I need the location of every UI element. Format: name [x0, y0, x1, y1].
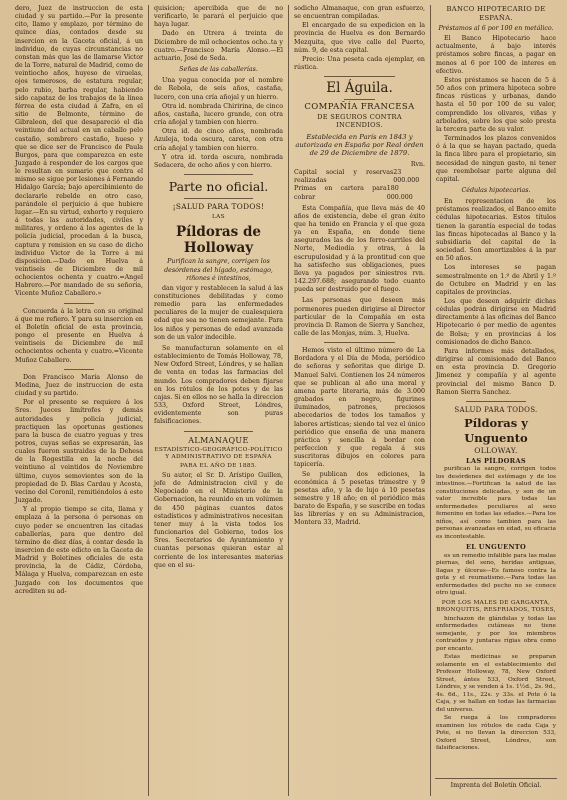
primas-label: Primas en cartera para cobrar — [294, 185, 387, 201]
divider — [64, 303, 94, 304]
paragraph: Su autor, el Sr. D. Arístipo Guillen, jefe de Administracion civil y de Negociado en el Ministerio de la Gobernacion, ha reunido en un volúmen de 450 páginas cuantos datos estadísticos y administrativos necesitan tener muy á la vista todos los funcionarios del Gobierno, todos los Sres. Secretarios de Ayuntamiento y cuantas personas quieran estar al corriente de los interesantes materias que en el su- — [154, 472, 283, 569]
ad-section-heading: LAS PÍLDORAS — [466, 457, 526, 466]
ad-subtitle: PARA EL AÑO DE 1885. — [179, 462, 258, 469]
paragraph: En representacion de los préstamos realizados, el Banco emite cédulas hipotecarias. Estos títulos tienen la garantía especial de todas las fincas hipotecadas al Banco y la subsidiaria del capital de la sociedad. Son amortizables á la par en 50 años. — [436, 198, 556, 263]
paragraph: Los que deseen adquirir dichas cédulas podrán dirigirse en Madrid directamente á las oficinas del Banco Hipotecario ó por medio de agentes de Bolsa; y en provincias á los comisionados de dicho Banco. — [436, 298, 556, 346]
paragraph: hinchazon de glándulas y todas las enfermedades cutáneas no tiene semejante, y por los miembros contraidos y juntaras rígias obra como por encanto. — [436, 615, 556, 652]
paragraph: Y otra id. torda oscura, nombrada Sedacera, de ocho años y con hierro. — [154, 153, 283, 169]
paragraph: Estos préstamos se hacen de 5 á 50 años con primera hipoteca sobre fincas rústicas y urbanas, dando hasta el 50 por 100 de su valor, comprendido los olivares, viñas y arbolados, sobre los que solo presta la tercera parte de su valor. — [436, 76, 556, 133]
imprint-block — [435, 775, 557, 790]
divider — [184, 174, 253, 175]
paragraph: Se manufacturan solamente en el establecimiento de Tomás Holloway, 78, New Oxford Street, Lóndres, y se hallan de venta en todas las farmacias del mundo. Los compradores deben fijarse en los rótulos de los potes y de las cajas. Si en ellos no se halla la direccion 533, Oxford Street, Lóndres, evidentemente son puras falsificaciones. — [154, 344, 283, 426]
paragraph: Estas medicinas se preparan solamente en el establecimiento del Profesor Holloway, 78, New Oxford Street, ántes 533, Oxford Street, Lóndres, y se venden á 1s. 1½d., 2s. 9d., 4s. 6d., 11s., 22s. y 33s. el Pote ó la Caja, y se hallan en todas las farmacias del universo. — [436, 654, 556, 713]
paragraph: Hemos visto el último número de La Bordadora y el Día de Moda, periódico de señoras y señoritas que dirige D. Manuel Salvi. Contienen los 24 números que se publican al año una moral y amena parte literaria, más de 3.000 grabados en negro, figurines iluminados, patrones, preciosos abecedarios de todos los tamaños y labores artísticas; siendo tal vez el único periódico que enseña de una manera práctica y sencilla á bordar con perfeccion y que regala á sus suscritoras dibujos en colores para tapicería. — [294, 347, 425, 469]
capital-label: Capital social y reservas realizadas — [294, 169, 394, 185]
primas-row — [294, 185, 425, 201]
ad-banner: SALUD PARA TODOS. — [454, 405, 538, 414]
paragraph: dan vigor y restablecen la salud á las constituciones debilitadas y como remedio para las enfermedades peculiares de la mujer de cualesquiera edad que sea no tienen semejante. Para los niños y personas de edad avanzada son de un valor indecible. — [154, 284, 283, 341]
imprint: Imprenta del Boletín Oficial. — [450, 781, 542, 789]
ad-subtitle: Préstamos al 6 por 100 en metálico. — [438, 25, 554, 32]
ad-subtitle: COMPAÑÍA FRANCESA — [304, 102, 415, 113]
column-4 — [430, 5, 561, 796]
paragraph: El Banco Hipotecario hace actualmente, á bajo interés préstamos sobre fincas, a pagar en menos al 6 por 100 de interes en efectivo. — [436, 35, 556, 75]
divider — [184, 431, 253, 432]
ad-banner: ¡SALUD PARA TODOS! — [172, 201, 265, 211]
divider — [324, 342, 395, 343]
paragraph: purifican la sangre, corrigen todos los desórdenes del estómago y de los intestinos.—Fortifican la salud de las constituciones delicadas, y son de un valor increible para todas las enfermedades peculiares al sexo femenino en todas las edades.—Para los niños, así como tambien para las personas avanzadas en edad, su eficacia es incontestable. — [436, 466, 556, 540]
paragraph: Se publican dos ediciones, la económica á 5 pesetas trimestre y 9 pesetas año, y la de lujo á 10 pesetas semestre y 18 año; en el periódico más barato de España, y se suscribe en todas las librerías y en su Administracion, Montera 33, Madrid. — [294, 470, 425, 527]
divider — [64, 369, 94, 370]
paragraph: Otra id. nombrada Chiririna, de cinco años, castaña, lucero grande, con otra cría añojal y tambien con hierro. — [154, 102, 283, 127]
primas-value: 180 000.000 — [386, 185, 413, 201]
ad-note: Establecida en París en 1843 y autorizada en España por Real órden de 29 de Diciembre de 1879. — [295, 132, 424, 158]
ad-title: Píldoras y Unguento — [464, 416, 528, 446]
ad-section-heading: POR LOS MALES DE GARGANTA, BRONQUITIS, RESFRIADOS, TOSES, — [436, 599, 556, 614]
ad-title-brand: OLLOWAY. — [474, 446, 518, 456]
capital-row — [294, 169, 425, 185]
ad-title: ALMANAQUE — [188, 435, 249, 445]
section-title: Parte no oficial. — [168, 178, 269, 194]
ad-section-heading: EL UNGUENTO — [465, 543, 527, 552]
ad-banner: BANCO HIPOTECARIO DE ESPAÑA. — [446, 5, 546, 22]
column-3 — [288, 5, 430, 796]
paragraph: Precio: Una peseta cada ejemplar, en rústica. — [294, 55, 425, 72]
capital-value: 23 000.000 — [393, 169, 420, 185]
paragraph: Una yegua conocida por el nombre de Rebola, de seis años, castaña, lucero, con una cría añojal y un hierro. — [154, 77, 283, 101]
paragraph: Otra id. de cinco años, nombrada Azuleja, toda oscura, careta, con otra cría añojal y tambien con hierro. — [154, 128, 283, 152]
ad-title: Píldoras de Holloway — [175, 224, 262, 257]
column-2 — [148, 5, 288, 796]
paragraph: Y al propio tiempo se cita, llama y emplaza á la persona ó personas en cuyo poder se encuentren las citadas caballerías, para que dentro del término de diez días, á contar desde la insercion de este edicto en la Gaceta de Madrid y Boletines oficiales de esta provincia, la de Cádiz, Córdoba, Málaga y Huelva, comparezcan en este Juzgado con los documentos que acrediten su ad- — [15, 506, 143, 595]
ad-subtitle: Purifican la sangre, corrigen los desórdenes del hígado, estómago, riñones é intestinos, — [164, 258, 273, 282]
divider — [435, 778, 557, 779]
divider — [184, 198, 253, 199]
paragraph: es un remedio infalible para las malas piernas, del seno, heridas antiguas, llagas y úlceras—Es famoso contra la gota y el reumatismo.—Para todas las enfermedades del pecho no se conoce otro igual. — [436, 552, 556, 597]
currency-label: Rvn. — [410, 160, 425, 168]
paragraph: Para informes más detallados, dirigirse al comisionado del Banco en esta provincia D. Gregorio Jimenez y compañía y al agente provincial del mismo Banco D. Ramon Sierra Sanchez. — [436, 347, 556, 396]
paragraph: El encargado de su expedicion en la provincia de Huelva es don Bernardo Mezquita, que vive calle del Puerto, núm. 9, de esta capital. — [294, 22, 425, 54]
paragraph: sodicho Almanaque, con gran esfuerzo, se encuentran compiladas. — [294, 5, 425, 21]
section-heading: Señas de las caballerías. — [179, 66, 258, 74]
columns — [10, 5, 561, 796]
paragraph: Don Francisco María Alonso de Medina, Juez de instruccion de esta ciudad y su partido. — [15, 373, 143, 398]
paragraph: Dado en Utrera á treinta de Diciembre de mil ochocientos ocho..ta y cuatro.—Francisco María Alonso.—El actuario, José de Seda. — [154, 30, 283, 62]
paragraph: Esta Compañía, que lleva más de 40 años de existencia, debe el gran éxito que ha tenido en Francia y el que goza ya en España, en donde tiene asegurados las de los ferro-carriles del Norte, Mediodía y otras, á la escrupulosidad y á la prontitud con que ha satisfecho sus obligaciones, pues lleva ya pagados por siniestros rvn. 142.297.688; asegurando todo cuanto pueda ser destruido por el fuego. — [294, 204, 425, 294]
divider — [466, 401, 526, 402]
divider — [344, 99, 375, 100]
paragraph: Por el presente se requiere á los Sres. Jueces limítrofes y demás autoridades y policía judicial, practiquen las oportunas gestiones para la busca de cuatro yeguas y tres potros, cuyas señas se expresarán, las cuales fueron sustraidas de la Dehesa de la Rogestilla en la noche del veintiuno al veintidos de Noviembre último, cuyos semovientes son de la propiedad de D. Blas Cardau y Acosta, vecino del Coronil, remitiéndolos á este Juzgado. — [15, 399, 143, 505]
section-heading: Cédulas hipotecarias. — [461, 186, 531, 194]
paragraph: Terminados los plazos convenidos ó á la que se hayan pactado, queda la finca libre para el propietario, sin necesidad de ningun gasto, ni tener que reembolsar parte alguna del capital. — [436, 135, 556, 183]
ad-title: El Águila. — [326, 80, 393, 97]
paragraph: Los intereses se pagan semestralmente en 1.º de Abril y 1.º de Octubre en Madrid y en las capitales de provincias. — [436, 264, 556, 296]
divider — [324, 76, 395, 77]
paragraph: Se ruega á los compradores examinen los rótulos de cada Caja y Pote, si no llevan la direccion 533, Oxford Street, Lóndres, son falsificaciones. — [436, 715, 556, 752]
edict-paragraph: dero, Juez de instruccion de esta ciudad y su partido.—Por la presente cito, llamo y emplazo, por término de quince días, contados desde su insercion en la Gaceta oficial, á un individuo, de cuyas circunstancias no constan más que las de llamarse Victor de la Torre, natural de Madrid, como de veintiocho años, huyeso de viruelas, ojos temerosos, de estatura regular, pelo rubio, barba regular, habiendo sido capataz de los trabajos de la línea férrea de esta ciudad á Zafra, en el sitio de Belmonte, término de Gibraleon, del que desapareció el día veintiuno del actual en un caballo pelo castaño, sombrero castaño, hueso y que se dice ser de Francisco de Paula Burgos, para que comparezca en este Juzgado á responder de los cargos que le resultan en sumario que contra el mismo se sigue por lesiones á Fernando Hidalgo García; bajo apercibimiento de declararle rebelde en otro caso, parándole el perjuicio á que hubiere lugar.—En su virtud, exhorto y requiero á todas las autoridades, civiles y militares, y ordeno á los agentes de la policía judicial, procedan á la busca, captura y remision en su caso de dicho individuo Victor de la Torre á mi disposicion.—Dado en Huelva á veintiseis de Diciembre de mil ochocientos ochenta y cuatro.=Angel Habrero.—Por mandado de su señoría, Vicente Muñoz Caballero.» — [15, 5, 143, 298]
paragraph: Concuerda á la letra con su original á que me refiero. Y para su insercion en el Boletín oficial de esta provincia, pongo el presente en Huelva á veintiseis de Diciembre de mil ochocientos ochenta y cuatro.=Vicente Muñoz Caballero. — [15, 307, 143, 364]
ad-subtitle: DE SEGUROS CONTRA INCENDIOS. — [317, 113, 402, 130]
ad-subtitle: ESTADÍSTICO-GEOGRÁFICO-POLÍTICO Y ADMINISTRATIVO DE ESPAÑA — [154, 446, 283, 460]
paragraph: quisicion; apercibida que de no verificarlo, le parará el perjuicio que haya lugar. — [154, 5, 283, 29]
paragraph: Las personas que deseen más pormenores pueden dirigirse al Director particular de la Compañía en esta provincia D. Ramon de Sierra y Sanchez, calle de las Monjas, núm. 3, Huelva. — [294, 297, 425, 337]
ad-label: LAS — [212, 214, 225, 221]
column-1 — [10, 5, 148, 796]
